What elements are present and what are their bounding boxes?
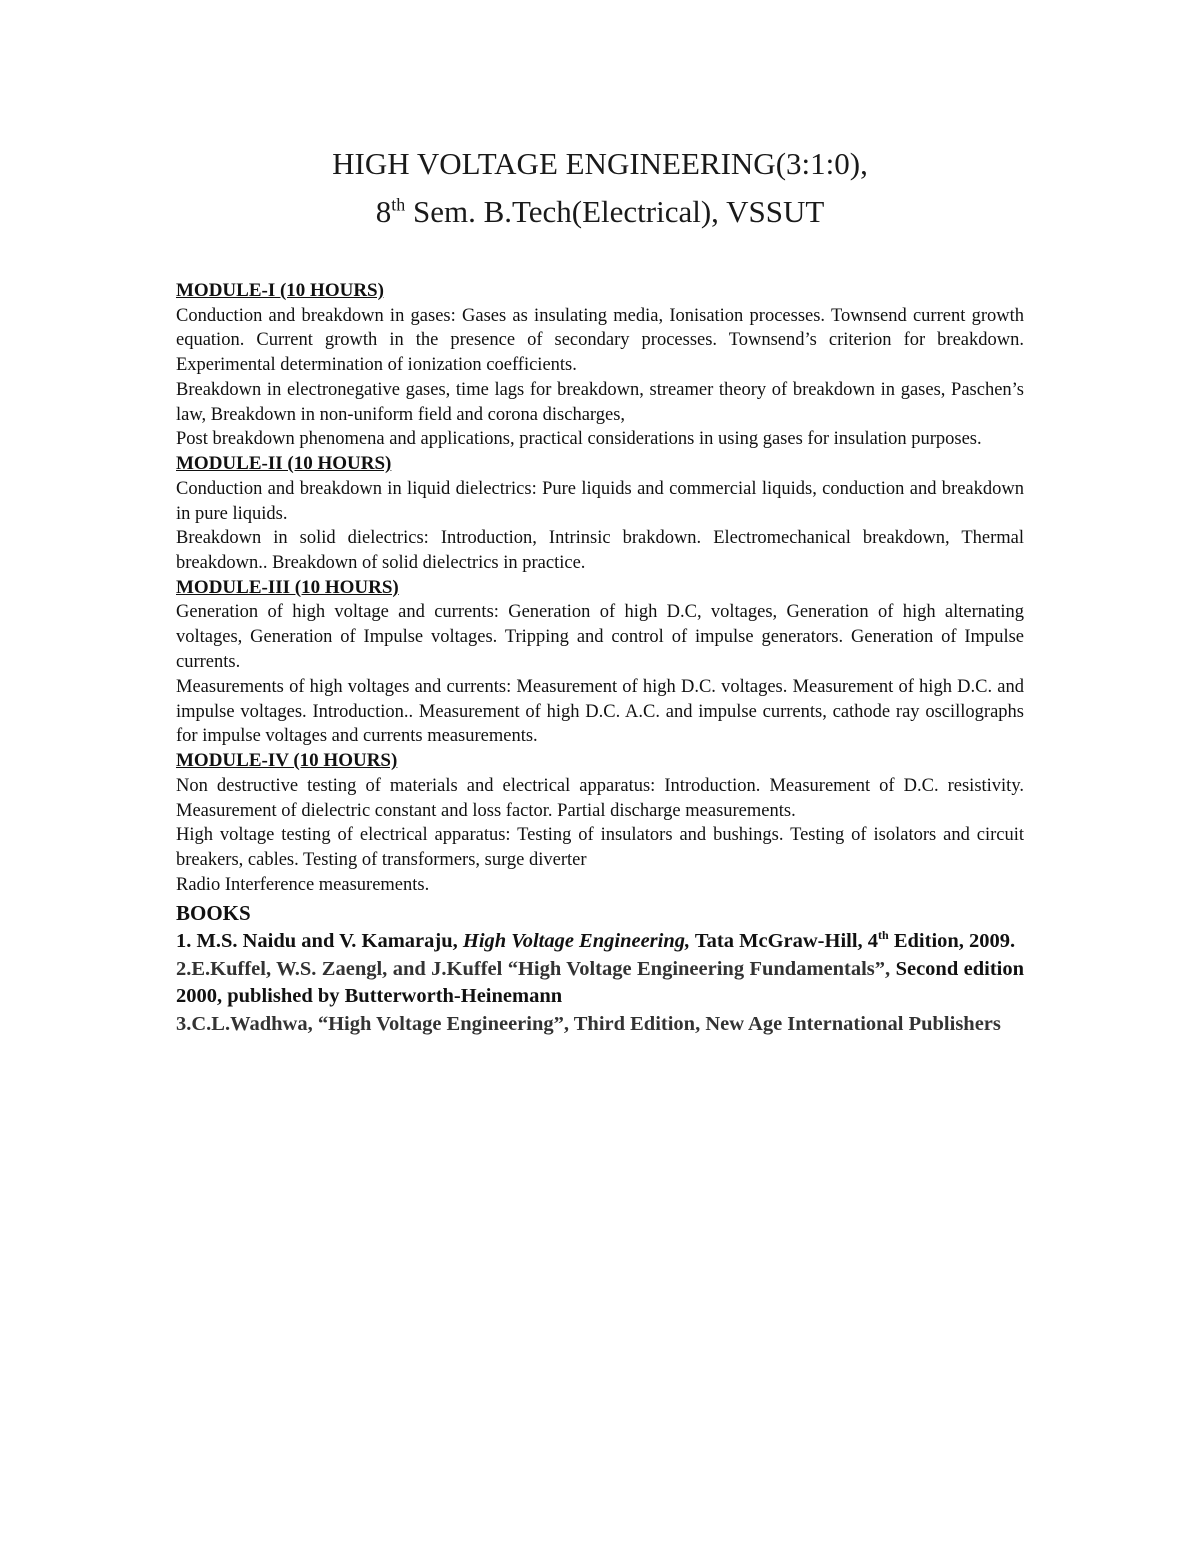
book-title: High Voltage Engineering, <box>462 929 691 952</box>
book-citation: 2.E.Kuffel, W.S. Zaengl, and J.Kuffel “High Voltage Engineering Fundamentals”, <box>176 957 891 980</box>
module-paragraph: Radio Interference measurements. <box>176 874 430 895</box>
module-2 <box>176 452 1024 576</box>
module-4 <box>176 749 1024 897</box>
book-authors: 1. M.S. Naidu and V. Kamaraju, <box>176 929 463 952</box>
module-3 <box>176 576 1024 749</box>
book-entry-3: 3.C.L.Wadhwa, “High Voltage Engineering”, Third Edition, New Age International Publishers <box>176 1012 1001 1035</box>
module-heading: MODULE-IV (10 HOURS) <box>176 750 398 772</box>
book-edition-ordinal: th <box>878 927 889 942</box>
module-paragraph: Non destructive testing of materials and electrical apparatus: Introduction. Measurement of D.C. resistivity. Measurement of dielectric constant and loss factor. Partial discharge measurements. <box>176 775 1024 821</box>
book-publisher: Tata McGraw-Hill, 4 <box>690 929 879 952</box>
books-heading: BOOKS <box>176 900 251 925</box>
course-subtitle <box>0 188 1200 236</box>
module-heading: MODULE-II (10 HOURS) <box>176 453 392 475</box>
module-1 <box>176 279 1024 452</box>
module-paragraph: High voltage testing of electrical apparatus: Testing of insulators and bushings. Testing of isolators and circuit breakers, cables. Testing of transformers, surge diverter <box>176 825 1024 871</box>
semester-program: Sem. B.Tech(Electrical), VSSUT <box>405 194 825 229</box>
module-paragraph: Measurements of high voltages and currents: Measurement of high D.C. voltages. Measurement of high D.C. and impulse voltages. Introduction.. Measurement of high D.C. A.C. and impulse currents, cathode ray oscillographs for impulse voltages and currents measurements. <box>176 676 1024 747</box>
module-paragraph: Conduction and breakdown in liquid dielectrics: Pure liquids and commercial liquids, conduction and breakdown in pure liquids. <box>176 478 1024 524</box>
book-publication: Second edition 2000, published by Butterworth-Heinemann <box>176 957 1024 1007</box>
module-heading: MODULE-I (10 HOURS) <box>176 280 384 301</box>
module-paragraph: Breakdown in solid dielectrics: Introduction, Intrinsic brakdown. Electromechanical breakdown, Thermal breakdown.. Breakdown of solid dielectrics in practice. <box>176 528 1024 574</box>
course-title: HIGH VOLTAGE ENGINEERING(3:1:0), <box>332 146 868 181</box>
syllabus-content <box>176 279 1024 1038</box>
module-paragraph: Conduction and breakdown in gases: Gases as insulating media, Ionisation processes. Townsend current growth equation. Current growth in the presence of secondary processes. Townsend’s criterion for breakdown. Experimental determination of ionization coefficients. <box>176 305 1024 376</box>
book-entry-2 <box>176 956 1024 1010</box>
module-paragraph: Generation of high voltage and currents: Generation of high D.C, voltages, Generation of high alternating voltages, Generation of Impulse voltages. Tripping and control of impulse generators. Generation of Impulse currents. <box>176 602 1024 673</box>
module-paragraph: Post breakdown phenomena and applications, practical considerations in using gases for insulation purposes. <box>176 429 982 450</box>
book-entry-1 <box>176 928 1024 955</box>
module-paragraph: Breakdown in electronegative gases, time lags for breakdown, streamer theory of breakdown in gases, Paschen’s law, Breakdown in non-uniform field and corona discharges, <box>176 379 1024 425</box>
book-edition: Edition, 2009. <box>888 929 1016 952</box>
semester-ordinal: th <box>391 194 406 215</box>
module-heading: MODULE-III (10 HOURS) <box>176 576 399 598</box>
semester-number: 8 <box>375 194 392 229</box>
